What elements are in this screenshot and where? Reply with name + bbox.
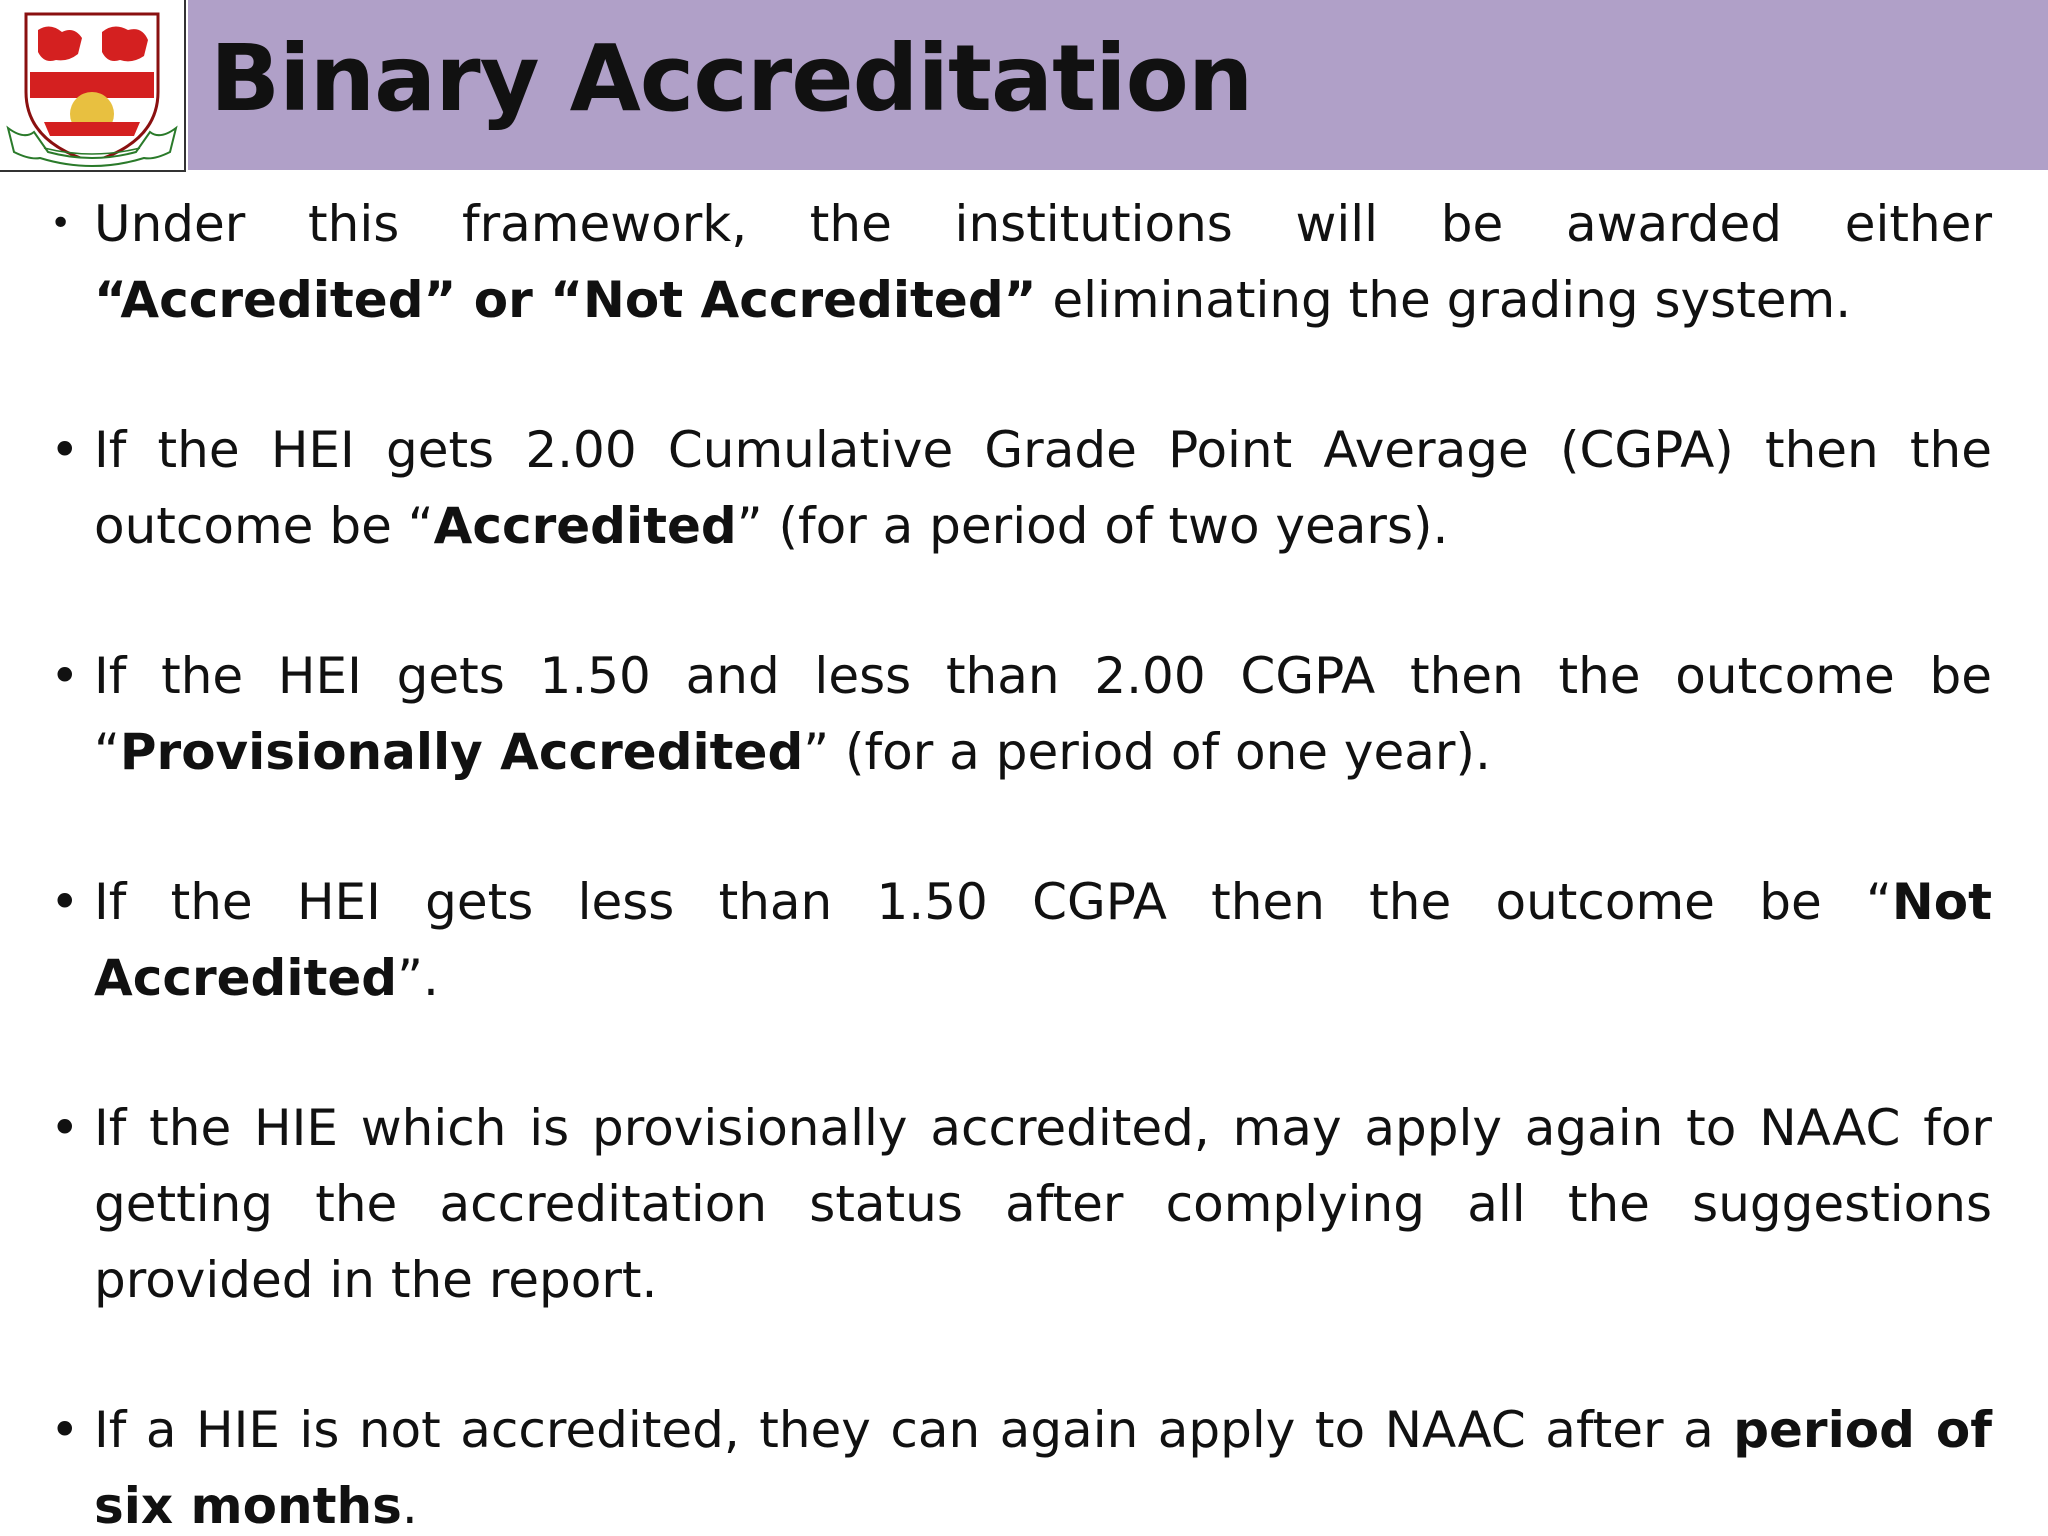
bullet-text: eliminating the grading system. — [1036, 271, 1852, 329]
bullet-glyph: • — [50, 873, 80, 931]
bullet-list — [50, 186, 1992, 1536]
bullet-text: If the HEI gets less than 1.50 CGPA then the outcome be “ — [94, 873, 1892, 931]
bullet-glyph: • — [50, 1401, 80, 1459]
bullet-bold-text: “Accredited” or “Not Accredited” — [94, 271, 1037, 329]
bullet-bold-text: Accredited — [433, 497, 737, 555]
bullet-text: If a HIE is not accredited, they can again apply to NAAC after a — [94, 1401, 1734, 1459]
bullet-glyph: • — [50, 421, 80, 479]
bullet-glyph: • — [50, 203, 72, 244]
bullet-text: ” (for a period of one year). — [803, 723, 1491, 781]
bullet-bold-text: Not Accredited — [94, 873, 1992, 1007]
bullet-bold-text: Provisionally Accredited — [119, 723, 804, 781]
university-crest-logo — [4, 2, 180, 168]
bullet-item — [50, 864, 1992, 1016]
bullet-text: Under this framework, the institutions will be awarded either — [94, 195, 1992, 253]
bullet-text: . — [401, 1477, 418, 1535]
bullet-bold-text: period of six months — [94, 1401, 1992, 1535]
bullet-text: ”. — [397, 949, 439, 1007]
bullet-text: If the HEI gets 2.00 Cumulative Grade Point Average (CGPA) then the outcome be “ — [94, 421, 1992, 555]
bullet-item — [50, 1090, 1992, 1318]
logo-container — [0, 0, 186, 172]
bullet-item — [50, 412, 1992, 564]
bullet-text: If the HEI gets 1.50 and less than 2.00 CGPA then the outcome be “ — [94, 647, 1992, 781]
bullet-text: ” (for a period of two years). — [736, 497, 1449, 555]
title-bar — [188, 0, 2048, 170]
bullet-item — [50, 186, 1992, 338]
bullet-glyph: • — [50, 647, 80, 705]
bullet-glyph: • — [50, 1099, 80, 1157]
slide-title: Binary Accreditation — [210, 25, 1253, 132]
bullet-item — [50, 1392, 1992, 1536]
bullet-text: If the HIE which is provisionally accredited, may apply again to NAAC for getting the accreditation status after complying all the suggestions provided in the report. — [94, 1099, 1992, 1309]
bullet-item — [50, 638, 1992, 790]
